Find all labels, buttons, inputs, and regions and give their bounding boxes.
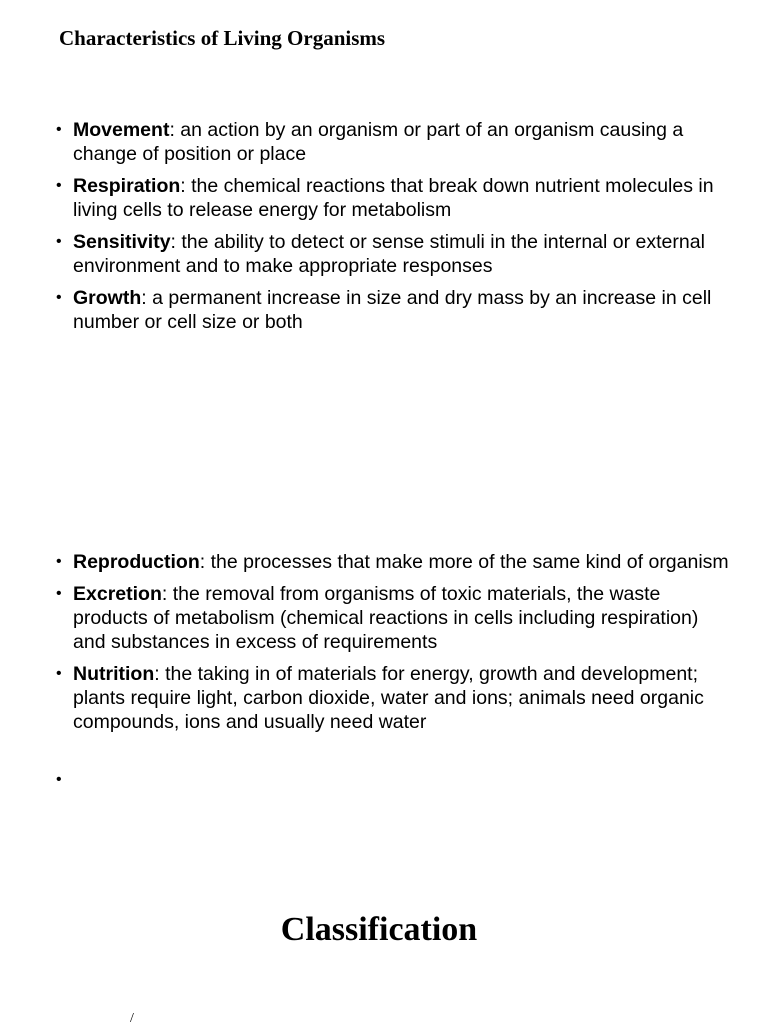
empty-bullet-icon: • [56, 771, 62, 788]
section-heading: Classification [280, 911, 478, 948]
bullet-icon: • [56, 121, 62, 138]
list-item-excretion [56, 582, 736, 654]
list-item-growth [56, 286, 736, 334]
stray-mark: / [130, 1011, 134, 1026]
list-item-sensitivity [56, 230, 736, 278]
definition-text: : the chemical reactions that break down nutrient molecules in living cells to release energy for metabolism [73, 175, 714, 221]
list-item-nutrition [56, 662, 736, 734]
bullet-icon: • [56, 177, 62, 194]
bullet-icon: • [56, 665, 62, 682]
characteristics-list-2 [56, 550, 736, 742]
list-item-reproduction [56, 550, 736, 574]
term-label: Growth [73, 287, 142, 309]
definition-text: : the removal from organisms of toxic materials, the waste products of metabolism (chemical reactions in cells including respiration) and substances in excess of requirements [73, 583, 699, 653]
term-label: Nutrition [73, 663, 155, 685]
term-label: Excretion [73, 583, 162, 605]
term-label: Sensitivity [73, 231, 171, 253]
term-label: Movement [73, 119, 170, 141]
bullet-icon: • [56, 585, 62, 602]
page-title: Characteristics of Living Organisms [59, 26, 386, 50]
definition-text: : the ability to detect or sense stimuli in the internal or external environment and to make appropriate responses [73, 231, 705, 277]
bullet-icon: • [56, 289, 62, 306]
list-item-respiration [56, 174, 736, 222]
bullet-icon: • [56, 553, 62, 570]
definition-text: : a permanent increase in size and dry mass by an increase in cell number or cell size or both [73, 287, 712, 333]
list-item-movement [56, 118, 736, 166]
term-label: Reproduction [73, 551, 200, 573]
definition-text: : the processes that make more of the same kind of organism [199, 551, 729, 573]
bullet-icon: • [56, 233, 62, 250]
definition-text: : an action by an organism or part of an organism causing a change of position or place [73, 119, 684, 165]
term-label: Respiration [73, 175, 181, 197]
characteristics-list-1 [56, 118, 736, 342]
definition-text: : the taking in of materials for energy, growth and development; plants require light, carbon dioxide, water and ions; animals need organic compounds, ions and usually need water [73, 663, 704, 733]
